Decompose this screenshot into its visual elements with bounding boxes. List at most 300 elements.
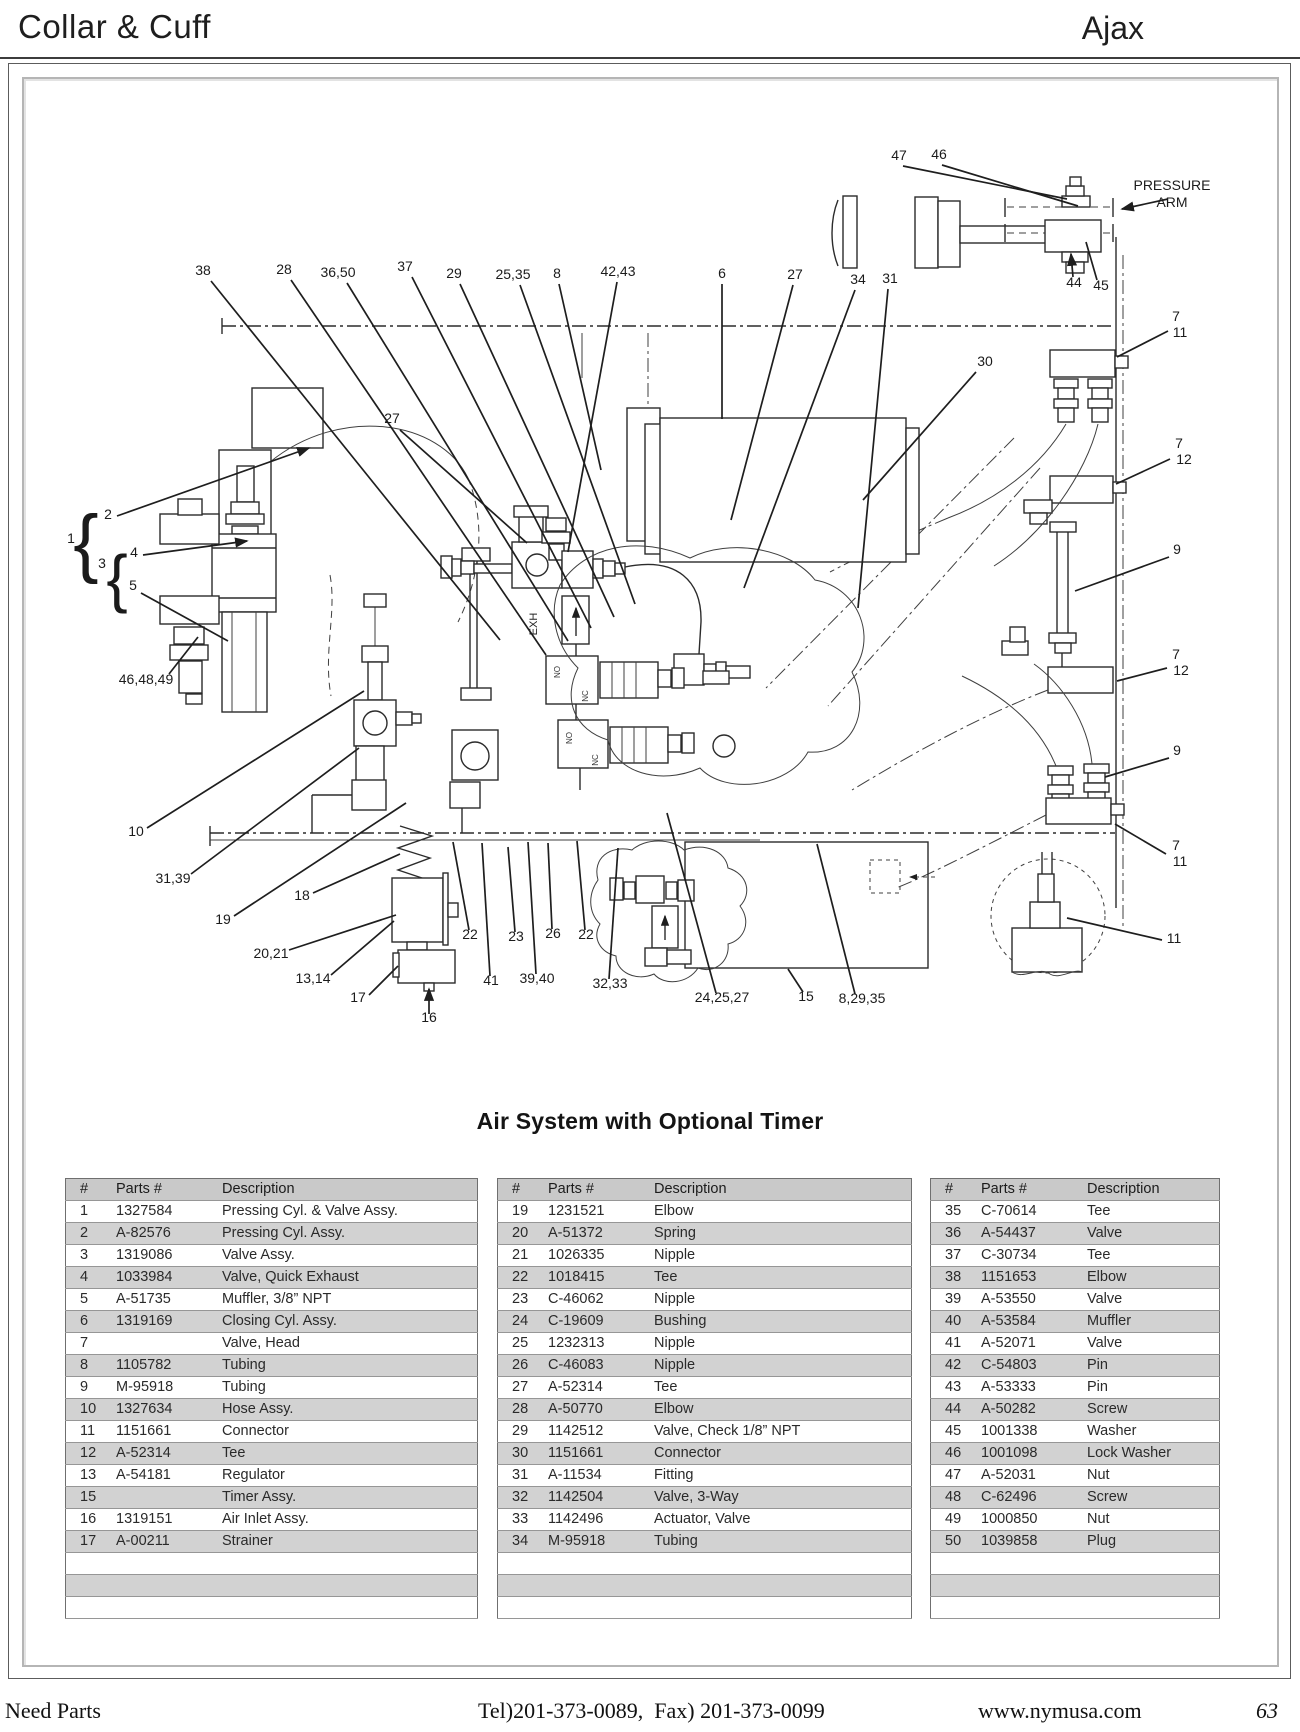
table-row — [66, 1377, 478, 1399]
table-row — [66, 1267, 478, 1289]
no-label: NO — [553, 666, 562, 678]
leader-line — [117, 448, 309, 516]
table-cell: 43 — [931, 1377, 982, 1399]
table-row — [498, 1421, 912, 1443]
table-row — [931, 1355, 1220, 1377]
table-cell: 40 — [931, 1311, 982, 1333]
table-row — [66, 1245, 478, 1267]
need-parts-text: Need Parts — [5, 1698, 101, 1723]
table-cell: Valve — [1087, 1223, 1220, 1245]
table-cell: Elbow — [1087, 1267, 1220, 1289]
diagram-title: Air System with Optional Timer — [476, 1108, 824, 1134]
table-row — [66, 1311, 478, 1333]
callout-29: 29 — [446, 265, 462, 281]
table-cell — [981, 1553, 1087, 1575]
table-cell — [116, 1553, 222, 1575]
table-cell: A-51372 — [548, 1223, 654, 1245]
table-row — [498, 1223, 912, 1245]
table-row — [498, 1509, 912, 1531]
table-row — [931, 1223, 1220, 1245]
table-row — [66, 1443, 478, 1465]
table-row — [931, 1487, 1220, 1509]
table-cell: Connector — [222, 1421, 478, 1443]
table-cell: # — [498, 1179, 549, 1201]
table-cell: 5 — [66, 1289, 117, 1311]
table-cell: A-54181 — [116, 1465, 222, 1487]
leader-line — [548, 843, 552, 929]
table-cell: C-46062 — [548, 1289, 654, 1311]
table-cell: 6 — [66, 1311, 117, 1333]
table-row — [498, 1333, 912, 1355]
table-cell — [931, 1575, 982, 1597]
table-cell: Tubing — [222, 1377, 478, 1399]
callout-39-40: 39,40 — [519, 970, 555, 986]
leader-line — [191, 748, 359, 874]
table-cell: Muffler — [1087, 1311, 1220, 1333]
table-cell: # — [931, 1179, 982, 1201]
callout-27: 27 — [787, 266, 803, 282]
callout-46-48-49: 46,48,49 — [118, 671, 174, 687]
table-row — [498, 1465, 912, 1487]
callout-15: 15 — [798, 988, 814, 1004]
callout-31-39: 31,39 — [155, 870, 191, 886]
table-cell: 13 — [66, 1465, 117, 1487]
table-cell: Nut — [1087, 1465, 1220, 1487]
table-cell — [116, 1487, 222, 1509]
table-cell: Valve Assy. — [222, 1245, 478, 1267]
leader-line — [817, 844, 855, 994]
table-cell — [981, 1597, 1087, 1619]
table-cell — [66, 1575, 117, 1597]
table-cell: Nipple — [654, 1289, 912, 1311]
table-row — [66, 1289, 478, 1311]
table-cell: 34 — [498, 1531, 549, 1553]
table-cell: 31 — [498, 1465, 549, 1487]
table-cell: 37 — [931, 1245, 982, 1267]
table-row — [66, 1465, 478, 1487]
table-cell: Hose Assy. — [222, 1399, 478, 1421]
table-cell: C-30734 — [981, 1245, 1087, 1267]
table-cell: 41 — [931, 1333, 982, 1355]
callout-pressure: PRESSURE — [1133, 177, 1211, 193]
table-cell: 7 — [66, 1333, 117, 1355]
table-row — [66, 1421, 478, 1443]
table-cell: C-54803 — [981, 1355, 1087, 1377]
table-cell: Nut — [1087, 1509, 1220, 1531]
leader-line — [903, 166, 1067, 199]
table-cell: C-70614 — [981, 1201, 1087, 1223]
table-cell: Closing Cyl. Assy. — [222, 1311, 478, 1333]
table-cell: Elbow — [654, 1201, 912, 1223]
table-header-row — [498, 1179, 912, 1201]
group-1-brace: { — [73, 500, 99, 585]
table-cell: 1327584 — [116, 1201, 222, 1223]
table-cell — [931, 1597, 982, 1619]
table-cell: 1151661 — [116, 1421, 222, 1443]
table-cell: 1039858 — [981, 1531, 1087, 1553]
table-cell: Tee — [654, 1377, 912, 1399]
callout-12: 12 — [1176, 451, 1192, 467]
table-cell: A-00211 — [116, 1531, 222, 1553]
table-row — [66, 1399, 478, 1421]
table-blank-row — [931, 1597, 1220, 1619]
table-cell: Tee — [1087, 1201, 1220, 1223]
table-cell: Elbow — [654, 1399, 912, 1421]
table-row — [931, 1311, 1220, 1333]
table-blank-row — [498, 1553, 912, 1575]
table-cell: Description — [222, 1179, 478, 1201]
table-cell: 30 — [498, 1443, 549, 1465]
table-cell: Muffler, 3/8” NPT — [222, 1289, 478, 1311]
table-cell: 39 — [931, 1289, 982, 1311]
leader-line — [577, 841, 585, 930]
table-cell: 1319151 — [116, 1509, 222, 1531]
table-cell: 50 — [931, 1531, 982, 1553]
table-blank-row — [66, 1553, 478, 1575]
table-cell: 1151653 — [981, 1267, 1087, 1289]
table-cell: 47 — [931, 1465, 982, 1487]
leader-line — [1105, 758, 1169, 777]
callout-31: 31 — [882, 270, 898, 286]
table-cell: 9 — [66, 1377, 117, 1399]
table-cell: 32 — [498, 1487, 549, 1509]
table-row — [931, 1245, 1220, 1267]
nc-label: NC — [591, 754, 600, 766]
callout-34: 34 — [850, 271, 866, 287]
callout-arm: ARM — [1156, 194, 1188, 210]
table-cell: 1151661 — [548, 1443, 654, 1465]
table-cell — [654, 1575, 912, 1597]
table-row — [498, 1289, 912, 1311]
table-cell: 8 — [66, 1355, 117, 1377]
table-cell: 3 — [66, 1245, 117, 1267]
callout-13-14: 13,14 — [295, 970, 331, 986]
callout-10: 10 — [128, 823, 144, 839]
table-cell — [548, 1575, 654, 1597]
regulator-air-inlet — [392, 826, 458, 991]
leader-line — [400, 430, 527, 543]
table-cell: 1001338 — [981, 1421, 1087, 1443]
callout-23: 23 — [508, 928, 524, 944]
table-cell: Valve, Head — [222, 1333, 478, 1355]
parts-table-1 — [65, 1178, 478, 1619]
table-cell — [654, 1597, 912, 1619]
table-cell: 25 — [498, 1333, 549, 1355]
table-cell: Valve — [1087, 1289, 1220, 1311]
parts-table — [497, 1178, 912, 1619]
table-cell: 26 — [498, 1355, 549, 1377]
callout-2: 2 — [104, 506, 112, 522]
table-cell: # — [66, 1179, 117, 1201]
table-cell — [222, 1575, 478, 1597]
table-cell: Screw — [1087, 1487, 1220, 1509]
callout-6: 6 — [718, 265, 726, 281]
table-cell: 1000850 — [981, 1509, 1087, 1531]
table-cell: Valve, Check 1/8” NPT — [654, 1421, 912, 1443]
callout-46: 46 — [931, 146, 947, 162]
phone-numbers: Tel)201-373-0089, Fax) 201-373-0099 — [478, 1698, 825, 1723]
callout-30: 30 — [977, 353, 993, 369]
table-cell — [116, 1575, 222, 1597]
table-cell: 22 — [498, 1267, 549, 1289]
bottom-fitting-cluster — [610, 876, 694, 966]
table-cell: 28 — [498, 1399, 549, 1421]
table-cell: A-53550 — [981, 1289, 1087, 1311]
callout-22: 22 — [462, 926, 478, 942]
callout-41: 41 — [483, 972, 499, 988]
table-cell — [498, 1575, 549, 1597]
table-cell: C-62496 — [981, 1487, 1087, 1509]
table-cell — [66, 1597, 117, 1619]
callout-22: 22 — [578, 926, 594, 942]
table-cell — [1087, 1553, 1220, 1575]
leader-line — [331, 921, 394, 975]
table-cell: Valve, Quick Exhaust — [222, 1267, 478, 1289]
table-blank-row — [498, 1597, 912, 1619]
table-cell: 17 — [66, 1531, 117, 1553]
table-cell: 1142496 — [548, 1509, 654, 1531]
table-cell — [1087, 1575, 1220, 1597]
table-row — [66, 1531, 478, 1553]
table-row — [66, 1509, 478, 1531]
table-cell — [116, 1597, 222, 1619]
table-cell: A-82576 — [116, 1223, 222, 1245]
table-cell: Parts # — [548, 1179, 654, 1201]
table-row — [931, 1421, 1220, 1443]
table-cell: Air Inlet Assy. — [222, 1509, 478, 1531]
table-cell: 36 — [931, 1223, 982, 1245]
table-row — [498, 1531, 912, 1553]
callout-27: 27 — [384, 410, 400, 426]
table-row — [931, 1289, 1220, 1311]
callout-1: 1 — [67, 530, 75, 546]
frame-rails — [210, 237, 1123, 930]
table-cell: 11 — [66, 1421, 117, 1443]
callout-36-50: 36,50 — [320, 264, 356, 280]
callout-11: 11 — [1172, 324, 1188, 340]
leader-line — [1117, 331, 1168, 357]
callout-12: 12 — [1173, 662, 1189, 678]
table-row — [931, 1399, 1220, 1421]
brand-title: Ajax — [1081, 10, 1144, 46]
table-cell: M-95918 — [116, 1377, 222, 1399]
callout-45: 45 — [1093, 277, 1109, 293]
callout-8: 8 — [553, 265, 561, 281]
header-rule — [0, 57, 1300, 59]
table-cell: 29 — [498, 1421, 549, 1443]
table-cell: A-54437 — [981, 1223, 1087, 1245]
table-cell: Lock Washer — [1087, 1443, 1220, 1465]
table-cell — [981, 1575, 1087, 1597]
leader-line — [559, 284, 601, 470]
table-row — [66, 1333, 478, 1355]
air-system-diagram — [28, 90, 1278, 1040]
callout-47: 47 — [891, 147, 907, 163]
table-cell: A-52314 — [548, 1377, 654, 1399]
table-cell: Tee — [222, 1443, 478, 1465]
table-cell: A-52031 — [981, 1465, 1087, 1487]
callout-18: 18 — [294, 887, 310, 903]
callout-20-21: 20,21 — [253, 945, 289, 961]
table-row — [66, 1223, 478, 1245]
leader-line — [482, 843, 490, 976]
table-cell: Valve, 3-Way — [654, 1487, 912, 1509]
table-row — [66, 1355, 478, 1377]
parts-table-3 — [930, 1178, 1220, 1619]
table-cell: 12 — [66, 1443, 117, 1465]
callout-42-43: 42,43 — [600, 263, 636, 279]
callout-28: 28 — [276, 261, 292, 277]
table-cell: Regulator — [222, 1465, 478, 1487]
table-blank-row — [931, 1553, 1220, 1575]
leader-line — [234, 803, 406, 916]
table-cell: Timer Assy. — [222, 1487, 478, 1509]
table-row — [931, 1531, 1220, 1553]
table-blank-row — [931, 1575, 1220, 1597]
table-cell: A-53333 — [981, 1377, 1087, 1399]
table-cell: 1018415 — [548, 1267, 654, 1289]
table-cell: A-53584 — [981, 1311, 1087, 1333]
leader-line — [1075, 557, 1169, 591]
callout-26: 26 — [545, 925, 561, 941]
table-row — [498, 1267, 912, 1289]
table-cell: 19 — [498, 1201, 549, 1223]
table-cell: A-50770 — [548, 1399, 654, 1421]
table-row — [498, 1355, 912, 1377]
callout-24-25-27: 24,25,27 — [694, 989, 750, 1005]
table-cell: Parts # — [116, 1179, 222, 1201]
table-cell: Strainer — [222, 1531, 478, 1553]
leader-line — [1116, 459, 1170, 484]
table-row — [498, 1311, 912, 1333]
leader-line — [508, 847, 515, 932]
table-row — [498, 1487, 912, 1509]
table-cell: 1319086 — [116, 1245, 222, 1267]
leader-line — [412, 277, 591, 628]
table-blank-row — [66, 1597, 478, 1619]
table-cell: 35 — [931, 1201, 982, 1223]
timer-box — [685, 842, 935, 968]
table-header-row — [931, 1179, 1220, 1201]
table-cell: 4 — [66, 1267, 117, 1289]
callout-9: 9 — [1173, 541, 1181, 557]
table-cell: A-11534 — [548, 1465, 654, 1487]
callout-37: 37 — [397, 258, 413, 274]
table-cell: 48 — [931, 1487, 982, 1509]
table-cell: Description — [1087, 1179, 1220, 1201]
leader-line — [291, 280, 546, 655]
table-cell: Tubing — [654, 1531, 912, 1553]
callout-25-35: 25,35 — [495, 266, 531, 282]
table-row — [931, 1443, 1220, 1465]
table-cell: 1033984 — [116, 1267, 222, 1289]
table-cell: 49 — [931, 1509, 982, 1531]
table-cell: Pressing Cyl. Assy. — [222, 1223, 478, 1245]
callout-11: 11 — [1166, 930, 1182, 946]
pressing-cylinder-assembly — [160, 388, 479, 712]
table-cell: Pin — [1087, 1377, 1220, 1399]
callout-7: 7 — [1172, 837, 1180, 853]
table-row — [498, 1377, 912, 1399]
callout-4: 4 — [130, 544, 138, 560]
table-cell: 1001098 — [981, 1443, 1087, 1465]
table-row — [931, 1201, 1220, 1223]
parts-table — [930, 1178, 1220, 1619]
parts-table-2 — [497, 1178, 912, 1619]
table-cell: C-46083 — [548, 1355, 654, 1377]
callout-19: 19 — [215, 911, 231, 927]
table-cell — [548, 1597, 654, 1619]
table-cell: 2 — [66, 1223, 117, 1245]
table-row — [931, 1465, 1220, 1487]
table-cell: 15 — [66, 1487, 117, 1509]
table-cell — [654, 1553, 912, 1575]
table-cell: Fitting — [654, 1465, 912, 1487]
table-cell: 42 — [931, 1355, 982, 1377]
table-cell: 46 — [931, 1443, 982, 1465]
table-row — [498, 1399, 912, 1421]
table-cell: Description — [654, 1179, 912, 1201]
table-row — [66, 1201, 478, 1223]
table-cell: Plug — [1087, 1531, 1220, 1553]
table-cell: 1327634 — [116, 1399, 222, 1421]
table-cell — [498, 1597, 549, 1619]
callout-32-33: 32,33 — [592, 975, 628, 991]
callout-11: 11 — [1172, 853, 1188, 869]
callout-38: 38 — [195, 262, 211, 278]
table-cell: Nipple — [654, 1355, 912, 1377]
table-cell: Parts # — [981, 1179, 1087, 1201]
leader-line — [369, 966, 398, 995]
table-header-row — [66, 1179, 478, 1201]
table-cell: Actuator, Valve — [654, 1509, 912, 1531]
table-cell: Tee — [654, 1267, 912, 1289]
table-cell: 20 — [498, 1223, 549, 1245]
table-cell: 1231521 — [548, 1201, 654, 1223]
table-cell — [66, 1553, 117, 1575]
table-cell: A-52314 — [116, 1443, 222, 1465]
table-cell — [1087, 1597, 1220, 1619]
table-cell — [931, 1553, 982, 1575]
group-3-brace: { — [106, 542, 128, 614]
callout-7: 7 — [1175, 435, 1183, 451]
table-cell: 23 — [498, 1289, 549, 1311]
table-row — [498, 1201, 912, 1223]
table-row — [66, 1487, 478, 1509]
callout-9: 9 — [1173, 742, 1181, 758]
leader-line — [313, 854, 400, 893]
table-cell: A-51735 — [116, 1289, 222, 1311]
table-cell: Washer — [1087, 1421, 1220, 1443]
table-cell — [222, 1597, 478, 1619]
table-cell: 38 — [931, 1267, 982, 1289]
no-label: NO — [565, 732, 574, 744]
table-cell: 1 — [66, 1201, 117, 1223]
table-cell — [222, 1553, 478, 1575]
website-text: www.nymusa.com — [978, 1698, 1142, 1723]
table-cell: Valve — [1087, 1333, 1220, 1355]
table-cell — [548, 1553, 654, 1575]
table-cell: 1105782 — [116, 1355, 222, 1377]
table-cell: M-95918 — [548, 1531, 654, 1553]
table-cell — [498, 1553, 549, 1575]
table-cell: Connector — [654, 1443, 912, 1465]
table-cell: 1142504 — [548, 1487, 654, 1509]
table-cell: 16 — [66, 1509, 117, 1531]
table-cell: Tubing — [222, 1355, 478, 1377]
table-cell: Nipple — [654, 1245, 912, 1267]
callout-7: 7 — [1172, 646, 1180, 662]
